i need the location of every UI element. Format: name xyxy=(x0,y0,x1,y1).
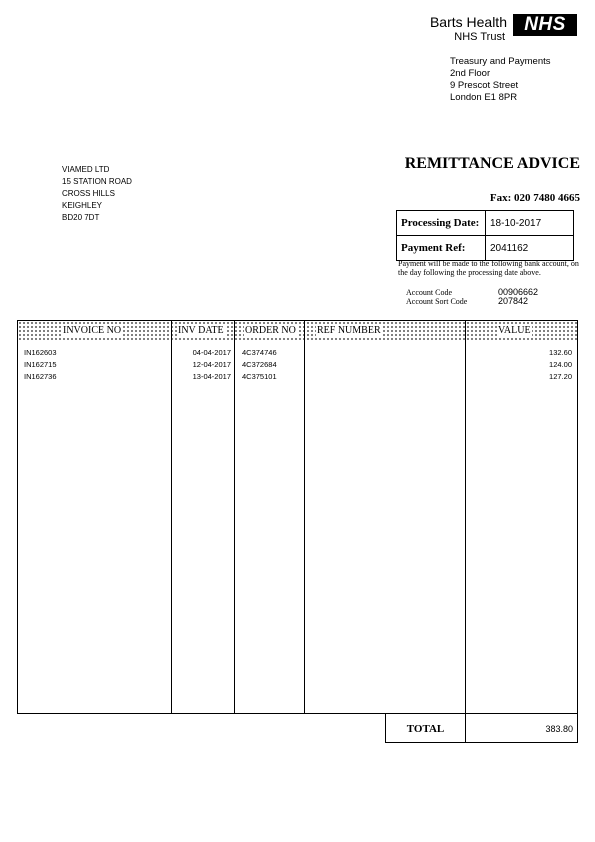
processing-date-label: Processing Date: xyxy=(397,211,486,236)
column-divider xyxy=(171,320,172,714)
supplier-line: BD20 7DT xyxy=(62,213,100,222)
row-order: 4C374746 xyxy=(242,348,277,357)
column-divider xyxy=(304,320,305,714)
supplier-line: VIAMED LTD xyxy=(62,165,110,174)
sort-code-label: Account Sort Code xyxy=(406,297,468,306)
sort-code-value: 207842 xyxy=(498,296,529,306)
header-ref-number: REF NUMBER xyxy=(317,325,381,336)
header-value: VALUE xyxy=(498,325,531,336)
bank-note: Payment will be made to the following bank account, on the day following the processing date above. xyxy=(398,259,579,277)
row-invoice: IN162715 xyxy=(24,360,57,369)
header-invoice-no: INVOICE NO xyxy=(63,325,122,336)
supplier-line: KEIGHLEY xyxy=(62,201,103,210)
supplier-address xyxy=(62,164,132,224)
row-value: 132.60 xyxy=(549,348,572,357)
row-value: 124.00 xyxy=(549,360,572,369)
total-value: 383.80 xyxy=(545,724,573,734)
account-code-value: 00906662 xyxy=(498,287,539,297)
supplier-line: 15 STATION ROAD xyxy=(62,177,132,186)
address-line: 9 Prescot Street xyxy=(450,80,519,91)
address-line: Treasury and Payments xyxy=(450,56,551,67)
document-title: REMITTANCE ADVICE xyxy=(404,155,580,172)
address-line: London E1 8PR xyxy=(450,92,518,103)
processing-date-value: 18-10-2017 xyxy=(486,211,574,236)
org-subtitle: NHS Trust xyxy=(454,31,505,43)
account-code-label: Account Code xyxy=(406,288,452,297)
supplier-line: CROSS HILLS xyxy=(62,189,115,198)
row-date: 04-04-2017 xyxy=(192,348,231,357)
row-date: 13-04-2017 xyxy=(192,372,231,381)
column-divider xyxy=(465,320,466,714)
row-invoice: IN162736 xyxy=(24,372,57,381)
total-divider xyxy=(465,714,466,743)
processing-date-row xyxy=(397,211,574,236)
payment-ref-row xyxy=(397,236,574,261)
fax-number: Fax: 020 7480 4665 xyxy=(489,192,580,204)
address-line: 2nd Floor xyxy=(450,68,491,79)
column-divider xyxy=(234,320,235,714)
row-order: 4C372684 xyxy=(242,360,277,369)
row-value: 127.20 xyxy=(549,372,572,381)
row-order: 4C375101 xyxy=(242,372,277,381)
processing-table xyxy=(396,210,574,261)
total-label: TOTAL xyxy=(406,723,445,735)
trust-address xyxy=(450,56,551,104)
header-order-no: ORDER NO xyxy=(245,325,296,336)
org-name: Barts Health xyxy=(429,14,507,30)
header-inv-date: INV DATE xyxy=(178,325,224,336)
row-invoice: IN162603 xyxy=(24,348,57,357)
nhs-logo: NHS xyxy=(513,14,577,36)
row-date: 12-04-2017 xyxy=(192,360,231,369)
payment-ref-label: Payment Ref: xyxy=(397,236,486,261)
payment-ref-value: 2041162 xyxy=(486,236,574,261)
